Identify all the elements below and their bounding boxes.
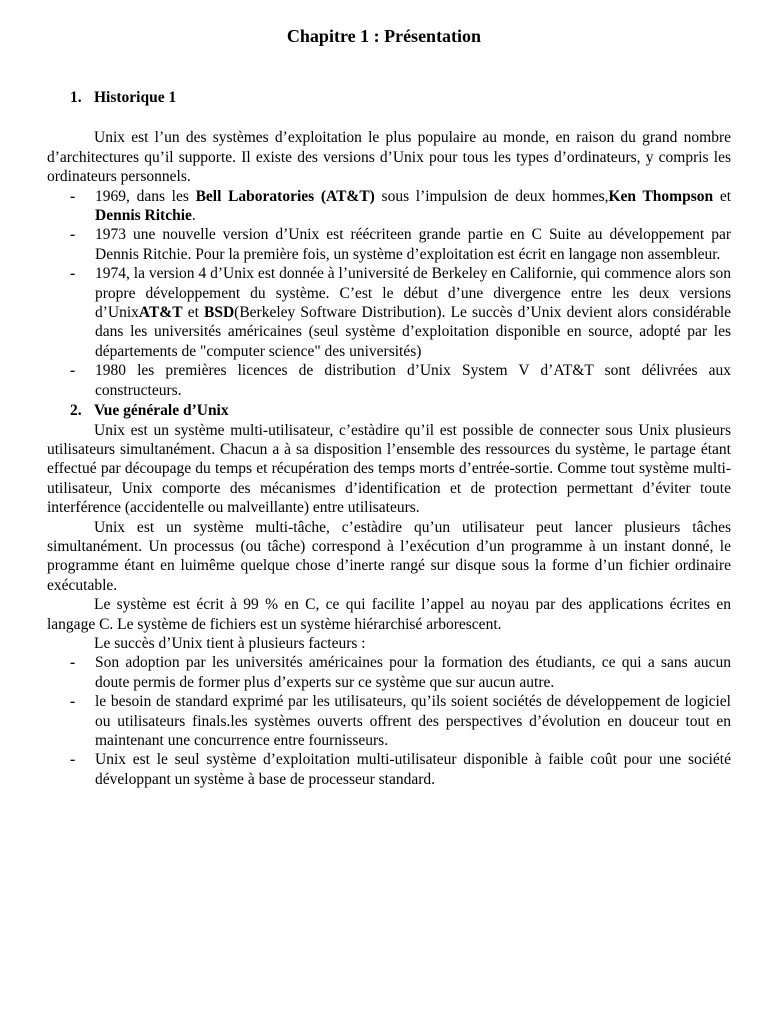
- bullet-dash: -: [70, 693, 76, 711]
- text-run: (Berkeley Software Distribution). Le succès d’Unix devient alors considérable dans les universités américaines (seul système d’exploitation disponible en source, adopté par les départements de "computer science" des universités): [95, 304, 732, 360]
- bullet-dash: -: [70, 362, 76, 380]
- paragraph-intro: Unix est l’un des systèmes d’exploitation le plus populaire au monde, en raison du grand nombre d’architectures qu’il supporte. Il existe des versions d’Unix pour tous les types d’ordinateurs, y compris les ordinateurs personnels.: [47, 129, 731, 186]
- history-list: [47, 187, 731, 400]
- list-item: [47, 225, 731, 264]
- bullet-dash: -: [70, 226, 76, 244]
- bold-text: Ken Thompson: [608, 187, 714, 205]
- bold-text: BSD: [204, 304, 235, 322]
- paragraph: Le succès d’Unix tient à plusieurs facteurs :: [94, 634, 366, 652]
- section-number: 2.: [70, 402, 82, 420]
- list-item-text: 1973 une nouvelle version d’Unix est réécriteen grande partie en C Suite au développement par Dennis Ritchie. Pour la première fois, un système d’exploitation est écrit en langage non assembleur.: [95, 226, 731, 263]
- section-title: Historique 1: [94, 89, 177, 106]
- bullet-dash: -: [70, 187, 76, 205]
- paragraph: Le système est écrit à 99 % en C, ce qui facilite l’appel au noyau par des applications écrites en langage C. Le système de fichiers est un système hiérarchisé arborescent.: [47, 596, 731, 633]
- text-run: et: [713, 187, 732, 205]
- bullet-dash: -: [70, 751, 76, 769]
- page-title: Chapitre 1 : Présentation: [286, 26, 482, 46]
- paragraph: Unix est un système multi-tâche, c’estàdire qu’un utilisateur peut lancer plusieurs tâches simultanément. Un processus (ou tâche) correspond à l’exécution d’un programme à un instant donné, le programme étant en luimême quelque chose d’inerte rangé sur disque sous la forme d’un fichier ordinaire exécutable.: [47, 518, 731, 594]
- list-item: [47, 361, 731, 400]
- list-item-text: Son adoption par les universités américaines pour la formation des étudiants, ce qui a sans aucun doute permis de former plus d’experts sur ce système que sur aucun autre.: [95, 654, 731, 691]
- list-item-text: le besoin de standard exprimé par les utilisateurs, qu’ils soient sociétés de développement de logiciel ou utilisateurs finals.les systèmes ouverts offrent des perspectives d’évolution en douceur tout en maintenant une concurrence entre fournisseurs.: [95, 693, 731, 749]
- section-number: 1.: [70, 89, 82, 106]
- factors-list: [47, 653, 731, 789]
- list-item: [47, 750, 731, 789]
- list-item: [47, 264, 731, 361]
- bullet-dash: -: [70, 265, 76, 283]
- text-run: sous l’impulsion de deux hommes,: [374, 187, 609, 205]
- text-run: .: [191, 207, 196, 225]
- list-item-text: Unix est le seul système d’exploitation multi-utilisateur disponible à faible coût pour une société développant un système à base de processeur standard.: [95, 751, 731, 788]
- bullet-dash: -: [70, 654, 76, 672]
- section-title: Vue générale d’Unix: [94, 402, 229, 420]
- bold-text: AT&T: [138, 304, 183, 322]
- paragraph: Unix est un système multi-utilisateur, c’estàdire qu’il est possible de connecter sous Unix plusieurs utilisateurs simultanément. Chacun a à sa disposition l’ensemble des ressources du système, le partage étant effectué par découpage du temps et récupération des temps morts d’entrée-sortie. Comme tout système multi-utilisateur, Unix comporte des mécanismes d’identification et de protection permettant d’éviter toute interférence (accidentelle ou malveillante) entre utilisateurs.: [47, 421, 731, 517]
- list-item: [47, 187, 731, 226]
- section-heading-vue-generale: [70, 401, 731, 420]
- list-item-text: 1980 les premières licences de distribution d’Unix System V d’AT&T sont délivrées aux constructeurs.: [95, 362, 731, 399]
- text-run: et: [182, 304, 205, 322]
- bold-text: Dennis Ritchie: [95, 207, 192, 225]
- text-run: 1974, la version 4 d’Unix est donnée à l’université de Berkeley en Californie, qui commence alors son propre développement du système. C’est le début d’une divergence entre les deux versions d’Unix: [95, 265, 731, 322]
- list-item: [47, 692, 731, 750]
- bold-text: Bell Laboratories (AT&T): [195, 187, 375, 205]
- text-run: 1969, dans les: [95, 187, 196, 205]
- list-item: [47, 653, 731, 692]
- document-body: [47, 88, 731, 789]
- section-heading-historique: [70, 88, 731, 107]
